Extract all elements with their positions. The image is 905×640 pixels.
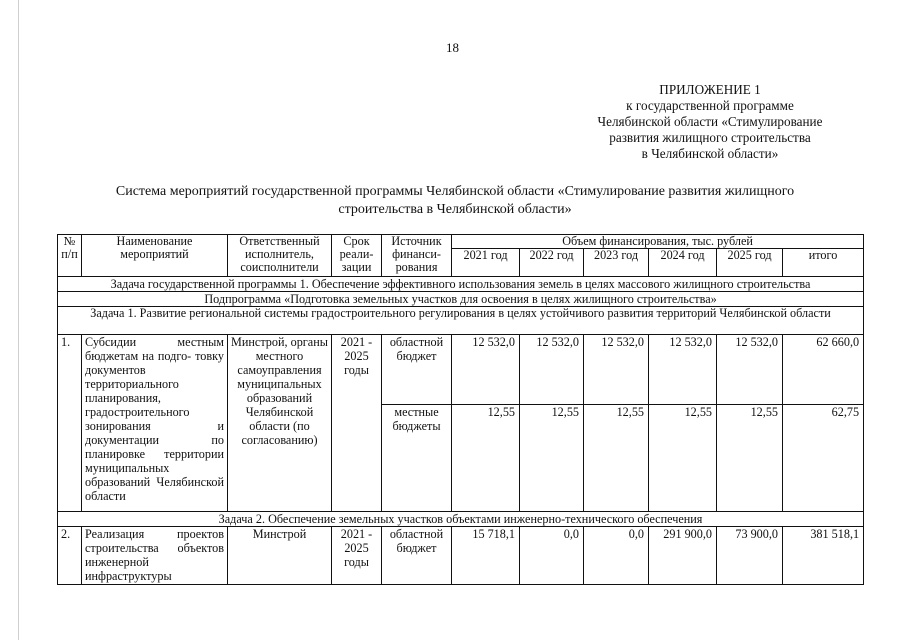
header-name: Наименование мероприятий — [82, 235, 228, 277]
header-year: 2023 год — [584, 249, 649, 277]
row1-term: 2021 - 2025 годы — [332, 335, 382, 512]
row1-local-2024: 12,55 — [649, 405, 717, 512]
row2-name: Реализация проектов строительства объектов инженерной инфраструктуры — [82, 527, 228, 585]
row2-responsible: Минстрой — [228, 527, 332, 585]
row1-local-2023: 12,55 — [584, 405, 649, 512]
row2-term: 2021 - 2025 годы — [332, 527, 382, 585]
row2-2022: 0,0 — [520, 527, 584, 585]
row1-name: Субсидии местным бюджетам на подго- товку документов территориального планирования, градостроительного зонирования и документации по планировке территории муниципальных образований Челябинской области — [82, 335, 228, 512]
row1-local-total: 62,75 — [783, 405, 864, 512]
appendix-line: развития жилищного строительства — [609, 130, 811, 145]
header-source: Источник финанси- рования — [382, 235, 452, 277]
appendix-line: к государственной программе — [626, 98, 794, 113]
row1-regional-2021: 12 532,0 — [452, 335, 520, 405]
header-year: 2025 год — [717, 249, 783, 277]
document-title — [70, 183, 840, 219]
row2-total: 381 518,1 — [783, 527, 864, 585]
header-year: 2022 год — [520, 249, 584, 277]
row1-regional-2025: 12 532,0 — [717, 335, 783, 405]
appendix-line: Челябинской области «Стимулирование — [597, 114, 823, 129]
row2-2023: 0,0 — [584, 527, 649, 585]
row2-2025: 73 900,0 — [717, 527, 783, 585]
document-title-line: строительства в Челябинской области» — [338, 202, 572, 217]
row2-num: 2. — [58, 527, 82, 585]
appendix-line: в Челябинской области» — [641, 146, 779, 161]
row1-responsible: Минстрой, органы местного самоуправления муниципальных образований Челябинской области (по согласованию) — [228, 335, 332, 512]
page-edge — [18, 0, 19, 640]
row1-regional-2024: 12 532,0 — [649, 335, 717, 405]
row2-2021: 15 718,1 — [452, 527, 520, 585]
header-total: итого — [783, 249, 864, 277]
row1-regional-2023: 12 532,0 — [584, 335, 649, 405]
header-year: 2021 год — [452, 249, 520, 277]
row1-local-2022: 12,55 — [520, 405, 584, 512]
row1-source-regional: областной бюджет — [382, 335, 452, 405]
program-task-row: Задача государственной программы 1. Обеспечение эффективного использования земель в целях массового жилищного строительства — [58, 277, 864, 292]
row1-num: 1. — [58, 335, 82, 512]
task1-row: Задача 1. Развитие региональной системы градостроительного регулирования в целях устойчивого развития территорий Челябинской области — [58, 307, 864, 335]
header-term: Срок реали- зации — [332, 235, 382, 277]
appendix-heading: ПРИЛОЖЕНИЕ 1 — [659, 82, 761, 97]
subprogram-row: Подпрограмма «Подготовка земельных участков для освоения в целях жилищного строительства» — [58, 292, 864, 307]
measures-table — [57, 234, 864, 585]
row2-2024: 291 900,0 — [649, 527, 717, 585]
page-number: 18 — [446, 40, 459, 55]
appendix-block — [560, 82, 860, 162]
task2-row: Задача 2. Обеспечение земельных участков объектами инженерно-технического обеспечения — [58, 512, 864, 527]
document-title-line: Система мероприятий государственной программы Челябинской области «Стимулирование развития жилищного — [115, 184, 795, 199]
header-year: 2024 год — [649, 249, 717, 277]
header-responsible: Ответственный исполнитель, соисполнители — [228, 235, 332, 277]
header-num: № п/п — [58, 235, 82, 277]
row1-regional-2022: 12 532,0 — [520, 335, 584, 405]
row1-regional-total: 62 660,0 — [783, 335, 864, 405]
row1-local-2025: 12,55 — [717, 405, 783, 512]
row1-source-local: местные бюджеты — [382, 405, 452, 512]
row1-local-2021: 12,55 — [452, 405, 520, 512]
row2-source: областной бюджет — [382, 527, 452, 585]
header-volume: Объем финансирования, тыс. рублей — [452, 235, 864, 249]
